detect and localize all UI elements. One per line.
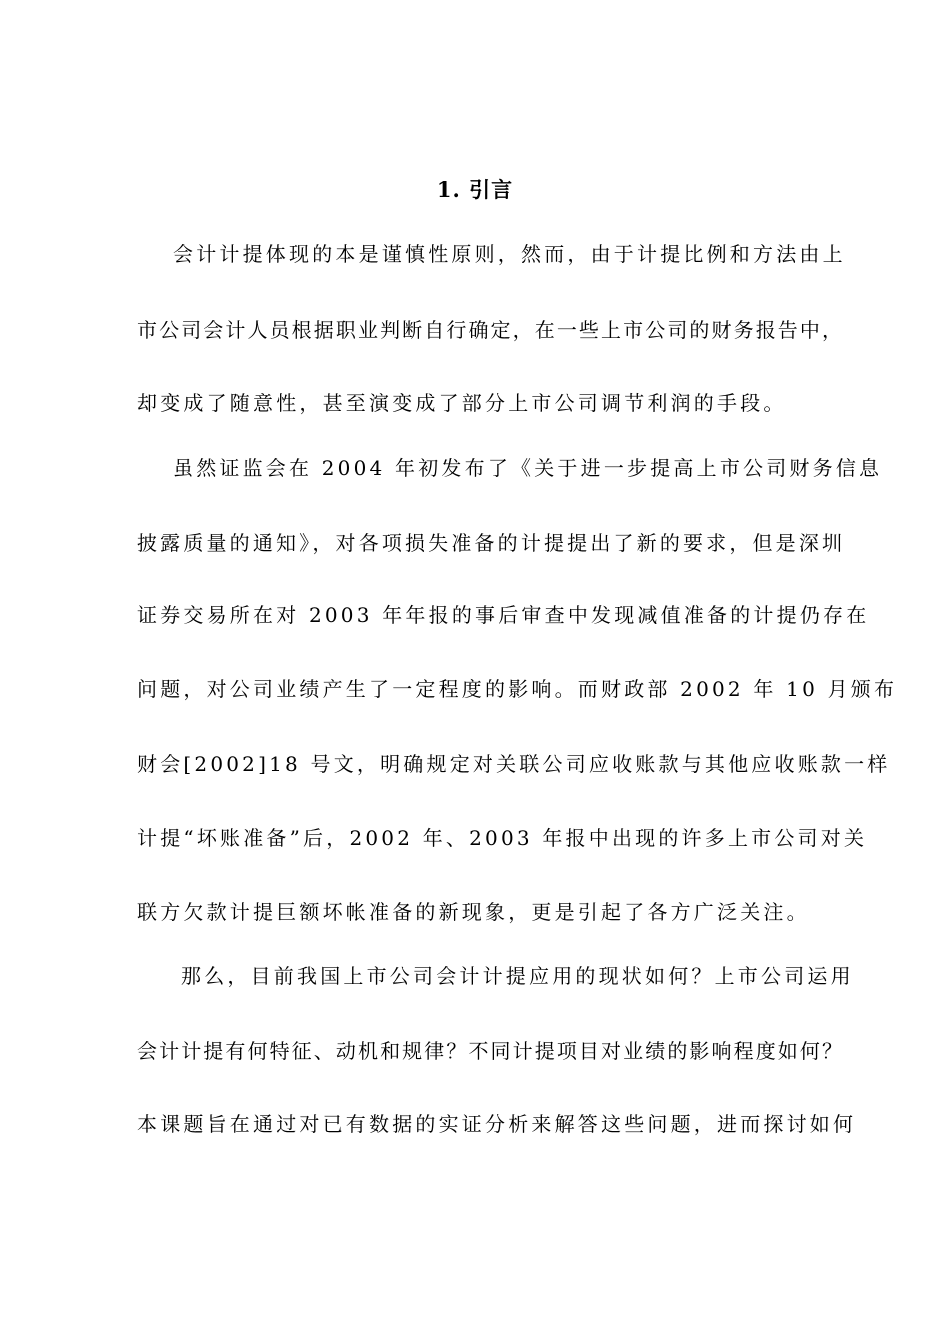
paragraph-2-line-1: 虽然证监会在 2004 年初发布了《关于进一步提高上市公司财务信息 xyxy=(173,456,883,480)
paragraph-3-line-1: 那么，目前我国上市公司会计计提应用的现状如何？上市公司运用 xyxy=(181,964,854,988)
paragraph-1-line-1: 会计计提体现的本是谨慎性原则，然而，由于计提比例和方法由上 xyxy=(173,242,846,266)
paragraph-2-line-7: 联方欠款计提巨额坏帐准备的新现象，更是引起了各方广泛关注。 xyxy=(137,900,810,924)
paragraph-2-line-3: 证券交易所在对 2003 年年报的事后审查中发现减值准备的计提仍存在 xyxy=(137,603,870,627)
section-heading: 1. 引言 xyxy=(436,177,514,202)
paragraph-2-line-4: 问题，对公司业绩产生了一定程度的影响。而财政部 2002 年 10 月颁布 xyxy=(137,677,898,701)
paragraph-2-line-6: 计提“坏账准备”后，2002 年、2003 年报中出现的许多上市公司对关 xyxy=(137,826,868,850)
paragraph-1-line-3: 却变成了随意性，甚至演变成了部分上市公司调节利润的手段。 xyxy=(137,391,787,415)
paragraph-2-line-2: 披露质量的通知》，对各项损失准备的计提提出了新的要求，但是深圳 xyxy=(137,531,842,555)
paragraph-3-line-3: 本课题旨在通过对已有数据的实证分析来解答这些问题，进而探讨如何 xyxy=(137,1112,857,1136)
paragraph-1-line-2: 市公司会计人员根据职业判断自行确定，在一些上市公司的财务报告中， xyxy=(137,318,842,342)
paragraph-2-line-5: 财会[2002]18 号文，明确规定对关联公司应收账款与其他应收账款一样 xyxy=(137,752,891,776)
paragraph-3-line-2: 会计计提有何特征、动机和规律？不同计提项目对业绩的影响程度如何？ xyxy=(137,1039,842,1063)
